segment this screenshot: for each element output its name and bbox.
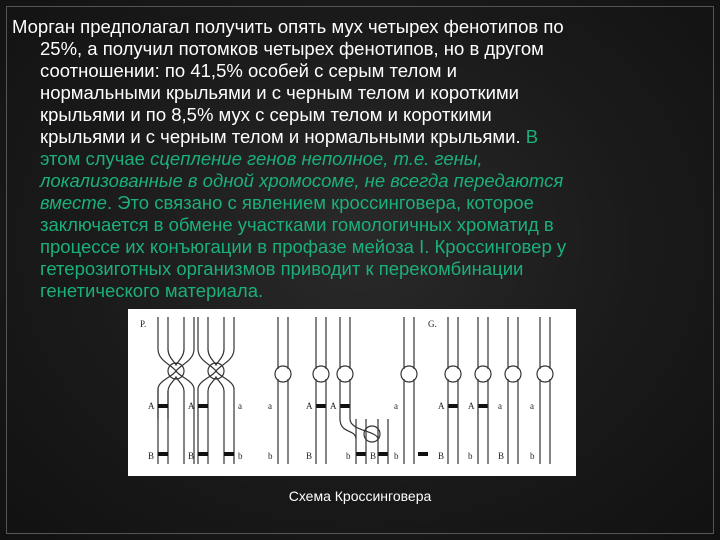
text-segment: этом случае [40,148,151,169]
gene-label: B [148,451,155,461]
gene-label: B [188,451,195,461]
gene-label: b [530,451,535,461]
gene-label: A [438,401,445,411]
text-line [12,38,702,60]
gene-label: a [268,401,272,411]
gene-label: A [306,401,313,411]
gene-label: a [498,401,502,411]
gene-label: B [370,451,377,461]
crossing-over-diagram [128,309,576,476]
text-segment: заключается в обмене участками гомологичных хроматид в [40,214,554,235]
text-line [12,236,702,258]
text-line [12,280,702,302]
gene-label: b [394,451,399,461]
text-line [12,170,702,192]
gene-label: A [468,401,475,411]
text-segment: Морган предполагал получить опять мух четырех фенотипов по [12,16,564,37]
text-line [12,16,702,38]
text-line [12,192,702,214]
text-segment: крыльями и с черным телом и нормальными крыльями. [40,126,526,147]
text-segment: крыльями и по 8,5% мух с серым телом и короткими [40,104,492,125]
text-line [12,214,702,236]
gene-label: b [238,451,243,461]
text-segment: . Это связано с явлением кроссинговера, которое [106,192,534,213]
gene-label: A [188,401,195,411]
text-segment: гетерозиготных организмов приводит к перекомбинации [40,258,524,279]
text-segment: локализованные в одной хромосоме, не всегда передаются [40,170,564,191]
slide-body-text [12,16,702,302]
text-segment: соотношении: по 41,5% особей с серым телом и [40,60,457,81]
label-p: P. [140,319,147,329]
label-g: G. [428,319,437,329]
gene-label: A [148,401,155,411]
text-segment: процессе их конъюгации в профазе мейоза I. Кроссинговер у [40,236,567,257]
text-line [12,148,702,170]
text-segment: вместе [40,192,107,213]
gene-label: a [394,401,398,411]
text-line [12,104,702,126]
gene-label: b [346,451,351,461]
gene-label: B [438,451,445,461]
text-line [12,258,702,280]
text-line [12,60,702,82]
text-segment: В [525,126,539,147]
text-segment: нормальными крыльями и с черным телом и короткими [40,82,519,103]
gene-label: b [468,451,473,461]
gene-label: B [498,451,505,461]
text-segment: сцепление генов неполное, т.е. гены, [150,148,483,169]
gene-label: A [330,401,337,411]
text-line [12,126,702,148]
gene-label: a [238,401,242,411]
figure-caption: Схема Кроссинговера [288,488,432,504]
gene-label: b [268,451,273,461]
text-line [12,82,702,104]
gene-label: a [530,401,534,411]
gene-label: B [306,451,313,461]
text-segment: генетического материала. [40,280,264,301]
text-segment: 25%, а получил потомков четырех фенотипов, но в другом [40,38,544,59]
